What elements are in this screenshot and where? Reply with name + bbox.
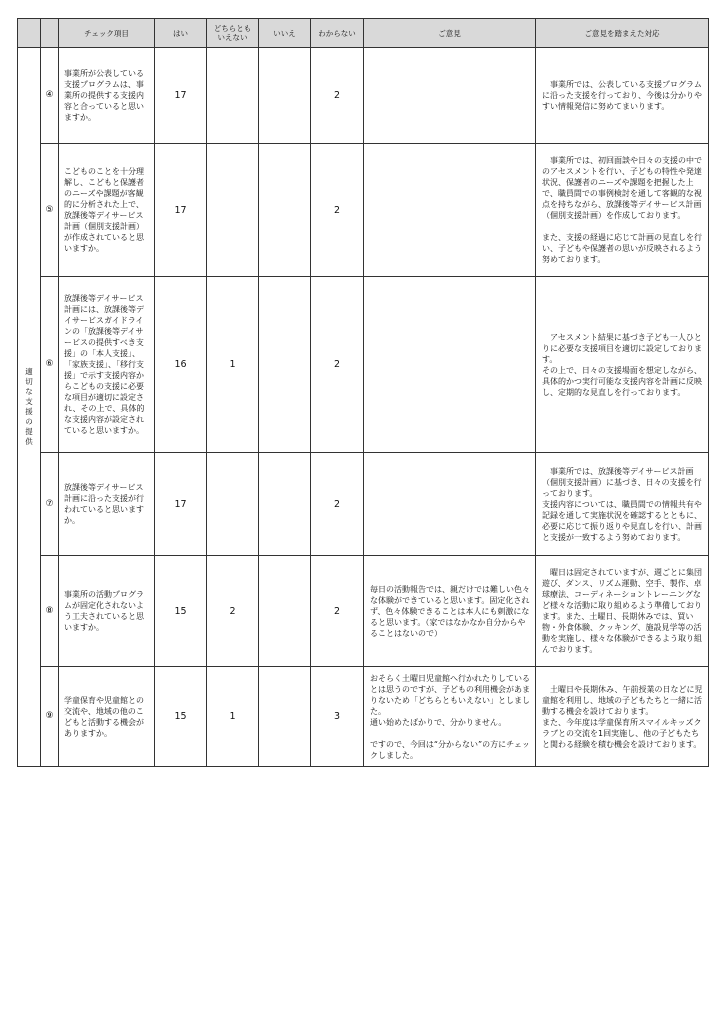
opinion-cell xyxy=(364,48,536,144)
count-yes: 17 xyxy=(155,144,207,277)
count-unknown: 3 xyxy=(311,667,364,767)
count-neither xyxy=(207,144,259,277)
response-cell xyxy=(536,556,709,667)
table-row xyxy=(18,667,709,767)
response-paragraph: 事業所では、初回面談や日々の支援の中でのアセスメントを行い、子どもの特性や発達状況、保護者のニーズや課題を把握した上で、職員間での事例検討を通して客観的な視点を持ちながら、放課後等デイサービス計画（個別支援計画）を作成しております。 xyxy=(542,156,702,220)
opinion-cell xyxy=(364,277,536,453)
item-number: ⑥ xyxy=(41,277,59,453)
response-paragraph: アセスメント結果に基づき子ども一人ひとりに必要な支援項目を適切に設定しております。 その上で、日々の支援場面を想定しながら、具体的かつ実行可能な支援内容を計画に反映し、定期的な見直しを行っております。 xyxy=(542,332,702,397)
count-unknown: 2 xyxy=(311,556,364,667)
table-body xyxy=(18,48,709,767)
response-paragraph: 土曜日や長期休み、午前授業の日などに児童館を利用し、地域の子どもたちと一緒に活動する機会を設けております。 また、今年度は学童保育所スマイルキッズクラブとの交流を1回実施し、他の子どもたちと関わる経験を積む機会を設けております。 xyxy=(542,684,703,749)
opinion-cell xyxy=(364,453,536,556)
paragraph-gap xyxy=(370,728,531,739)
count-neither: 1 xyxy=(207,667,259,767)
count-yes: 17 xyxy=(155,453,207,556)
item-number: ⑧ xyxy=(41,556,59,667)
table-row xyxy=(18,277,709,453)
response-cell xyxy=(536,277,709,453)
table-row xyxy=(18,144,709,277)
header-neither xyxy=(207,19,259,48)
count-neither: 2 xyxy=(207,556,259,667)
count-neither xyxy=(207,48,259,144)
count-neither xyxy=(207,453,259,556)
response-cell xyxy=(536,144,709,277)
count-yes: 15 xyxy=(155,667,207,767)
check-item-text xyxy=(59,453,155,556)
check-item-text xyxy=(59,277,155,453)
count-unknown: 2 xyxy=(311,144,364,277)
opinion-cell xyxy=(364,144,536,277)
category-cell xyxy=(18,48,41,767)
question-text: 放課後等デイサービス計画に沿った支援が行われていると思いますか。 xyxy=(64,483,144,525)
paragraph-gap xyxy=(542,221,704,232)
response-paragraph: 曜日は固定されていますが、週ごとに集団遊び、ダンス、リズム運動、空手、製作、卓球療法、コーディネーショントレーニングなど様々な活動に取り組めるよう準備しております。また、土曜日、長期休みでは、買い物・外食体験、クッキング、施設見学等の活動を実施し、様々な体験ができるよう取り組んでおります。 xyxy=(542,568,702,654)
opinion-paragraph: ですので、今回は“分からない”の方にチェックしました。 xyxy=(370,739,530,760)
count-unknown: 2 xyxy=(311,277,364,453)
question-text: 事業所が公表している支援プログラムは、事業所の提供する支援内容と合っていると思いますか。 xyxy=(64,69,144,122)
count-no xyxy=(259,453,311,556)
check-item-text xyxy=(59,48,155,144)
table-row xyxy=(18,556,709,667)
table-row xyxy=(18,453,709,556)
header-opinion: ご意見 xyxy=(364,19,536,48)
check-item-text xyxy=(59,144,155,277)
response-cell xyxy=(536,48,709,144)
item-number: ④ xyxy=(41,48,59,144)
count-unknown: 2 xyxy=(311,453,364,556)
question-text: 放課後等デイサービス計画には、放課後等デイサービスガイドラインの「放課後等デイサービスの提供すべき支援」の「本人支援」、「家族支援」、「移行支援」で示す支援内容からこどもの支援に必要な項目が適切に設定され、その上で、具体的な支援内容が設定されていると思いますか。 xyxy=(64,294,145,435)
count-unknown: 2 xyxy=(311,48,364,144)
count-no xyxy=(259,667,311,767)
question-text: こどものことを十分理解し、こどもと保護者のニーズや課題が客観的に分析された上で、放課後等デイサービス計画（個別支援計画）が作成されていると思いますか。 xyxy=(64,167,144,253)
item-number: ⑨ xyxy=(41,667,59,767)
header-row xyxy=(18,19,709,48)
opinion-cell xyxy=(364,556,536,667)
header-check-item: チェック項目 xyxy=(59,19,155,48)
header-blank-number xyxy=(41,19,59,48)
header-response: ご意見を踏まえた対応 xyxy=(536,19,709,48)
check-item-text xyxy=(59,667,155,767)
item-number: ⑦ xyxy=(41,453,59,556)
count-yes: 15 xyxy=(155,556,207,667)
count-no xyxy=(259,556,311,667)
count-yes: 16 xyxy=(155,277,207,453)
header-yes: はい xyxy=(155,19,207,48)
category-label: 適切な支援の提供 xyxy=(25,367,33,446)
question-text: 学童保育や児童館との交流や、地域の他のこどもと活動する機会がありますか。 xyxy=(64,695,144,738)
response-paragraph: 事業所では、放課後等デイサービス計画（個別支援計画）に基づき、日々の支援を行っております。 支援内容については、職員間での情報共有や記録を通して実施状況を確認するとともに、必要に応じて振り返りや見直しを行い、計画と支援が一致するよう努めております。 xyxy=(542,466,702,542)
count-yes: 17 xyxy=(155,48,207,144)
item-number: ⑤ xyxy=(41,144,59,277)
question-text: 事業所の活動プログラムが固定化されないよう工夫されていると思いますか。 xyxy=(64,590,144,632)
opinion-cell xyxy=(364,667,536,767)
header-blank-category xyxy=(18,19,41,48)
table-row xyxy=(18,48,709,144)
opinion-paragraph: おそらく土曜日児童館へ行かれたりしているとは思うのですが、子どもの利用機会があまりないため「どちらともいえない」としました。 通い始めたばかりで、分かりません。 xyxy=(370,673,530,727)
header-neither-label: どちらとも いえない xyxy=(213,24,252,42)
header-unknown: わからない xyxy=(311,19,364,48)
response-paragraph: 事業所では、公表している支援プログラムに沿った支援を行っており、今後は分かりやすい情報発信に努めてまいります。 xyxy=(542,80,702,111)
response-cell xyxy=(536,667,709,767)
count-neither: 1 xyxy=(207,277,259,453)
response-cell xyxy=(536,453,709,556)
evaluation-table xyxy=(17,18,709,767)
opinion-paragraph: 毎日の活動報告では、親だけでは難しい色々な体験ができていると思います。固定化されず、色々体験できることは本人にも刺激になると思います。（家ではなかなか自分からやることはないので） xyxy=(370,584,530,638)
count-no xyxy=(259,48,311,144)
header-no: いいえ xyxy=(259,19,311,48)
response-paragraph: また、支援の経過に応じて計画の見直しを行い、子どもや保護者の思いが反映されるよう努めております。 xyxy=(542,233,702,264)
count-no xyxy=(259,144,311,277)
check-item-text xyxy=(59,556,155,667)
count-no xyxy=(259,277,311,453)
